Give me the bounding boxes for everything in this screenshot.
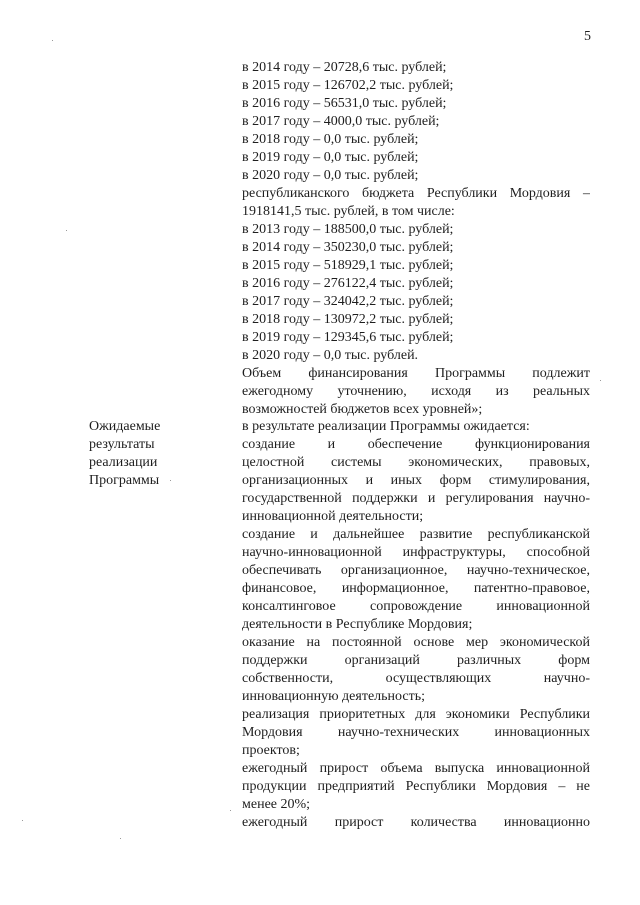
funding-line: в 2014 году – 350230,0 тыс. рублей; <box>242 240 454 255</box>
funding-line: в 2020 году – 0,0 тыс. рублей; <box>242 168 419 183</box>
scan-speck <box>66 230 67 231</box>
funding-line: в 2017 году – 4000,0 тыс. рублей; <box>242 114 440 129</box>
funding-line: в 2016 году – 56531,0 тыс. рублей; <box>242 96 447 111</box>
results-line: менее 20%; <box>242 797 311 812</box>
funding-line: в 2019 году – 0,0 тыс. рублей; <box>242 150 419 165</box>
funding-line: в 2018 году – 130972,2 тыс. рублей; <box>242 312 454 327</box>
results-line: инновационной деятельности; <box>242 509 424 524</box>
scan-speck <box>230 810 231 811</box>
results-line: в результате реализации Программы ожидается: <box>242 419 530 434</box>
results-line: Мордовия научно-технических инновационных <box>242 725 590 740</box>
label-line: Программы <box>89 473 160 488</box>
results-line: деятельности в Республике Мордовия; <box>242 617 473 632</box>
results-line: поддержки организаций различных форм <box>242 653 590 668</box>
scan-speck <box>600 380 601 381</box>
results-line: целостной системы экономических, правовых, <box>242 455 590 470</box>
results-line: собственности, осуществляющих научно- <box>242 671 590 686</box>
page-number: 5 <box>584 29 591 44</box>
label-line: реализации <box>89 455 158 470</box>
results-line: реализация приоритетных для экономики Республики <box>242 707 590 722</box>
expected-results-label <box>89 418 209 490</box>
funding-line: в 2014 году – 20728,6 тыс. рублей; <box>242 60 447 75</box>
results-line: ежегодный прирост количества инновационно <box>242 815 590 830</box>
funding-line: в 2015 году – 518929,1 тыс. рублей; <box>242 258 454 273</box>
funding-line: в 2020 году – 0,0 тыс. рублей. <box>242 348 419 363</box>
funding-note-line: возможностей бюджетов всех уровней»; <box>242 402 483 417</box>
results-line: государственной поддержки и регулирования научно- <box>242 491 590 506</box>
results-line: научно-инновационной инфраструктуры, способной <box>242 545 590 560</box>
results-line: продукции предприятий Республики Мордовия – не <box>242 779 590 794</box>
funding-section <box>242 59 590 419</box>
funding-line: в 2019 году – 129345,6 тыс. рублей; <box>242 330 454 345</box>
results-line: организационных и иных форм стимулирования, <box>242 473 590 488</box>
funding-note-line: ежегодному уточнению, исходя из реальных <box>242 384 590 399</box>
results-line: создание и обеспечение функционирования <box>242 437 590 452</box>
scan-speck <box>120 838 121 839</box>
expected-results-text <box>242 418 590 832</box>
funding-line: в 2016 году – 276122,4 тыс. рублей; <box>242 276 454 291</box>
results-line: ежегодный прирост объема выпуска инновационной <box>242 761 590 776</box>
results-line: создание и дальнейшее развитие республиканской <box>242 527 590 542</box>
scan-speck <box>22 820 23 821</box>
funding-line: в 2013 году – 188500,0 тыс. рублей; <box>242 222 454 237</box>
results-line: проектов; <box>242 743 300 758</box>
results-line: оказание на постоянной основе мер экономической <box>242 635 590 650</box>
results-line: консалтинговое сопровождение инновационной <box>242 599 590 614</box>
label-line: Ожидаемые <box>89 419 161 434</box>
funding-note-line: Объем финансирования Программы подлежит <box>242 366 590 381</box>
label-line: результаты <box>89 437 155 452</box>
republic-budget-total: 1918141,5 тыс. рублей, в том числе: <box>242 204 455 219</box>
scan-speck <box>52 40 53 41</box>
republic-budget-intro: республиканского бюджета Республики Мордовия – <box>242 186 590 201</box>
funding-line: в 2015 году – 126702,2 тыс. рублей; <box>242 78 454 93</box>
results-line: финансовое, информационное, патентно-правовое, <box>242 581 590 596</box>
funding-line: в 2018 году – 0,0 тыс. рублей; <box>242 132 419 147</box>
results-line: обеспечивать организационное, научно-техническое, <box>242 563 590 578</box>
results-line: инновационную деятельность; <box>242 689 425 704</box>
scan-speck <box>170 480 171 481</box>
funding-line: в 2017 году – 324042,2 тыс. рублей; <box>242 294 454 309</box>
